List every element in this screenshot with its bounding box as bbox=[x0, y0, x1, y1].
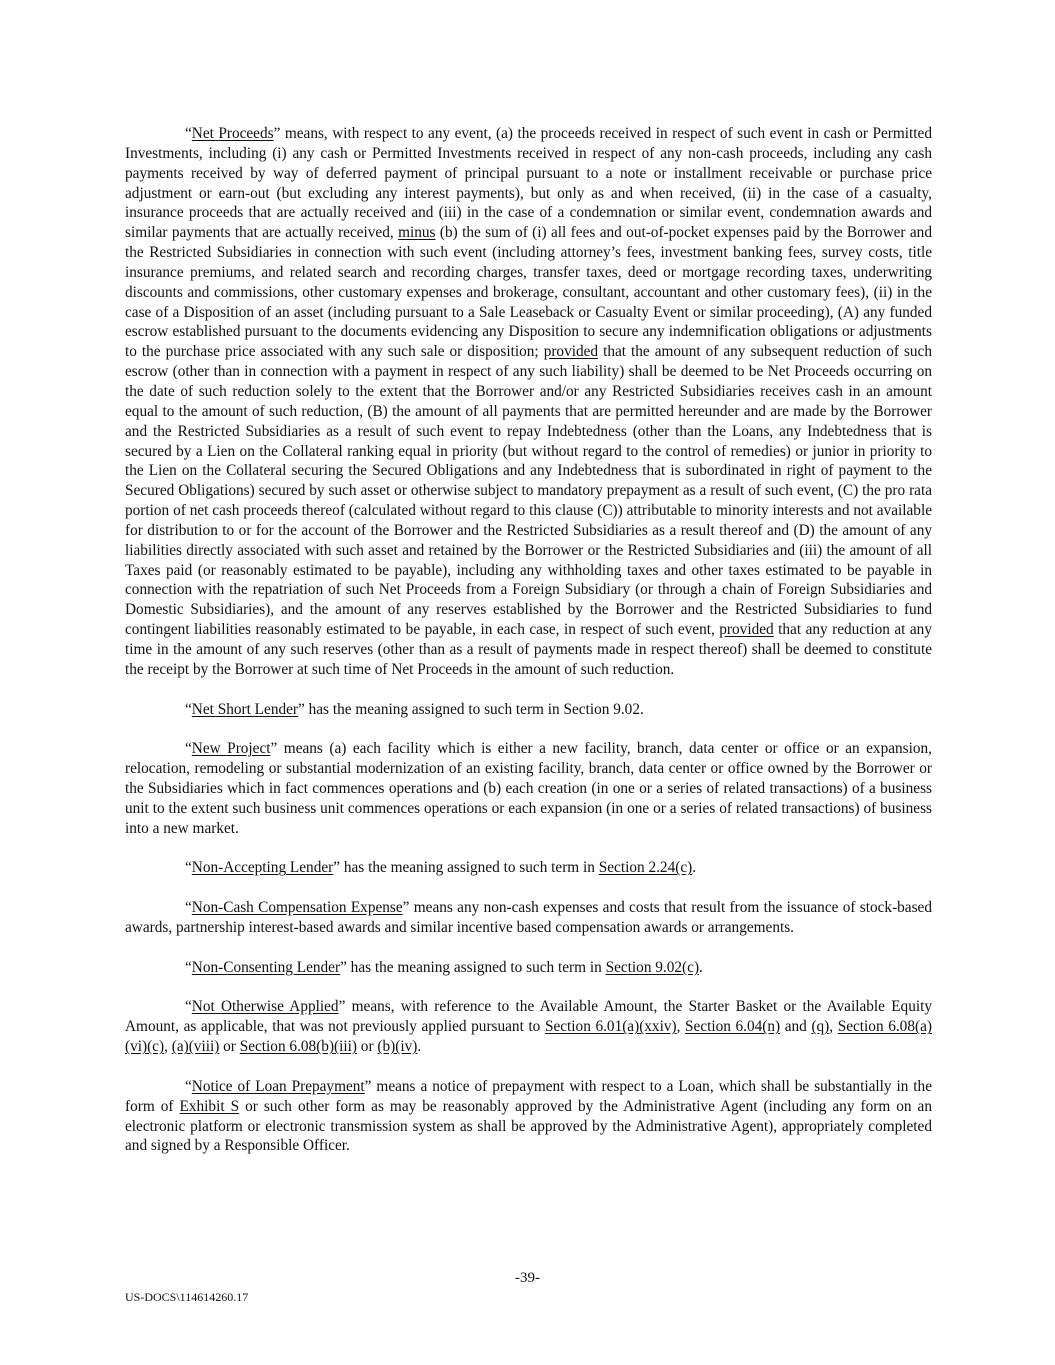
section-reference: (q) bbox=[811, 1018, 830, 1036]
minus-term: minus bbox=[398, 224, 436, 242]
section-reference: Section 6.08(b)(iii) bbox=[239, 1038, 357, 1056]
section-reference: Section 9.02(c) bbox=[605, 958, 700, 976]
definition-net-proceeds: “Net Proceeds” means, with respect to any event, (a) the proceeds received in respect of such event in cash or Permitted Investments, including (i) any cash or Permitted Investments received in respect of any non-cash proceeds, including any cash payments received by way of deferred payment of principal pursuant to a note or installment receivable or purchase price adjustment or earn-out (but excluding any interest payments), but only as and when received, (ii) in the case of a casualty, insurance proceeds that are actually received and (iii) in the case of a condemnation or similar event, condemnation awards and similar payments that are actually received, minus (b) the sum of (i) all fees and out-of-pocket expenses paid by the Borrower and the Restricted Subsidiaries in connection with such event (including attorney’s fees, investment banking fees, survey costs, title insurance premiums, and related search and recording charges, transfer taxes, deed or mortgage recording taxes, underwriting discounts and commissions, other customary expenses and brokerage, consultant, accountant and other customary fees), (ii) in the case of a Disposition of an asset (including pursuant to a Sale Leaseback or Casualty Event or similar proceeding), (A) any funded escrow established pursuant to the documents evidencing any Disposition to secure any indemnification obligations or adjustments to the purchase price associated with any such sale or disposition; provided that the amount of any subsequent reduction of such escrow (other than in connection with a payment in respect of any such liability) shall be deemed to be Net Proceeds occurring on the date of such reduction solely to the extent that the Borrower and/or any Restricted Subsidiaries receives cash in an amount equal to the amount of such reduction, (B) the amount of all payments that are permitted hereunder and are made by the Borrower and the Restricted Subsidiaries as a result of such event to repay Indebtedness (other than the Loans, any Indebtedness that is secured by a Lien on the Collateral ranking equal in priority (but without regard to the control of remedies) or junior in priority to the Lien on the Collateral securing the Secured Obligations and any Indebtedness that is subordinated in right of payment to the Secured Obligations) secured by such asset or otherwise subject to mandatory prepayment as a result of such event, (C) the pro rata portion of net cash proceeds thereof (calculated without regard to this clause (C)) attributable to minority interests and not available for distribution to or for the account of the Borrower and the Restricted Subsidiaries as a result thereof and (D) the amount of any liabilities directly associated with such asset and retained by the Borrower or the Restricted Subsidiaries and (iii) the amount of all Taxes paid (or reasonably estimated to be payable), including any withholding taxes and other taxes estimated to be payable in connection with the repatriation of such Net Proceeds from a Foreign Subsidiary (or through a chain of Foreign Subsidiaries and Domestic Subsidiaries), and the amount of any reserves established by the Borrower and the Restricted Subsidiaries to fund contingent liabilities reasonably estimated to be payable, in each case, in respect of such event, provided that any reduction at any time in the amount of any such reserves (other than as a result of payments made in respect thereof) shall be deemed to constitute the receipt by the Borrower at such time of Net Proceeds in the amount of such reduction. bbox=[125, 125, 932, 678]
defined-term: Not Otherwise Applied bbox=[191, 998, 339, 1016]
definition-net-short-lender: “Net Short Lender” has the meaning assigned to such term in Section 9.02. bbox=[185, 700, 644, 718]
section-reference: (a)(viii) bbox=[171, 1038, 220, 1056]
provided-term: provided bbox=[719, 621, 774, 639]
defined-term: New Project bbox=[191, 740, 271, 758]
section-reference: Section 6.01(a)(xxiv) bbox=[544, 1018, 677, 1036]
section-reference: Section 6.08(a)(vi)(c) bbox=[125, 1018, 932, 1056]
definition-non-accepting-lender: “Non-Accepting Lender” has the meaning assigned to such term in Section 2.24(c). bbox=[185, 859, 697, 877]
definition-non-cash-compensation-expense: “Non-Cash Compensation Expense” means any non-cash expenses and costs that result from the issuance of stock-based awards, partnership interest-based awards and similar incentive based compensation awards or arrangements. bbox=[125, 899, 932, 936]
definition-non-consenting-lender: “Non-Consenting Lender” has the meaning assigned to such term in Section 9.02(c). bbox=[185, 958, 703, 976]
provided-term: provided bbox=[543, 343, 599, 361]
exhibit-reference: Exhibit S bbox=[179, 1097, 240, 1115]
page-number: -39- bbox=[515, 1270, 540, 1286]
section-reference: (b)(iv) bbox=[377, 1038, 418, 1056]
defined-term: Net Proceeds bbox=[191, 125, 274, 142]
document-id: US-DOCS\114614260.17 bbox=[125, 1290, 249, 1304]
definition-not-otherwise-applied: “Not Otherwise Applied” means, with reference to the Available Amount, the Starter Basket or the Available Equity Amount, as applicable, that was not previously applied pursuant to Section 6.01(a)(xxiv), Section 6.04(n) and (q), Section 6.08(a)(vi)(c), (a)(viii) or Section 6.08(b)(iii) or (b)(iv). bbox=[125, 998, 932, 1056]
defined-term: Non-Cash Compensation Expense bbox=[191, 899, 403, 917]
defined-term: Non-Consenting Lender bbox=[191, 958, 341, 976]
section-reference: Section 2.24(c) bbox=[598, 859, 693, 877]
definition-new-project: “New Project” means (a) each facility which is either a new facility, branch, data center or office or an expansion, relocation, remodeling or substantial modernization of an existing facility, branch, data center or office owned by the Borrower or the Subsidiaries which in fact commences operations and (b) each creation (in one or a series of related transactions) of a business unit to the extent such business unit commences operations or each expansion (in one or a series of related transactions) of business into a new market. bbox=[125, 740, 932, 837]
defined-term: Net Short Lender bbox=[191, 700, 298, 718]
definition-notice-of-loan-prepayment: “Notice of Loan Prepayment” means a notice of prepayment with respect to a Loan, which shall be substantially in the form of Exhibit S or such other form as may be reasonably approved by the Administrative Agent (including any form on an electronic platform or electronic transmission system as shall be approved by the Administrative Agent), appropriately completed and signed by a Responsible Officer. bbox=[125, 1077, 932, 1155]
document-body bbox=[125, 124, 932, 1176]
section-reference: Section 6.04(n) bbox=[685, 1018, 781, 1036]
defined-term: Notice of Loan Prepayment bbox=[191, 1077, 365, 1095]
defined-term: Non-Accepting Lender bbox=[191, 859, 334, 877]
